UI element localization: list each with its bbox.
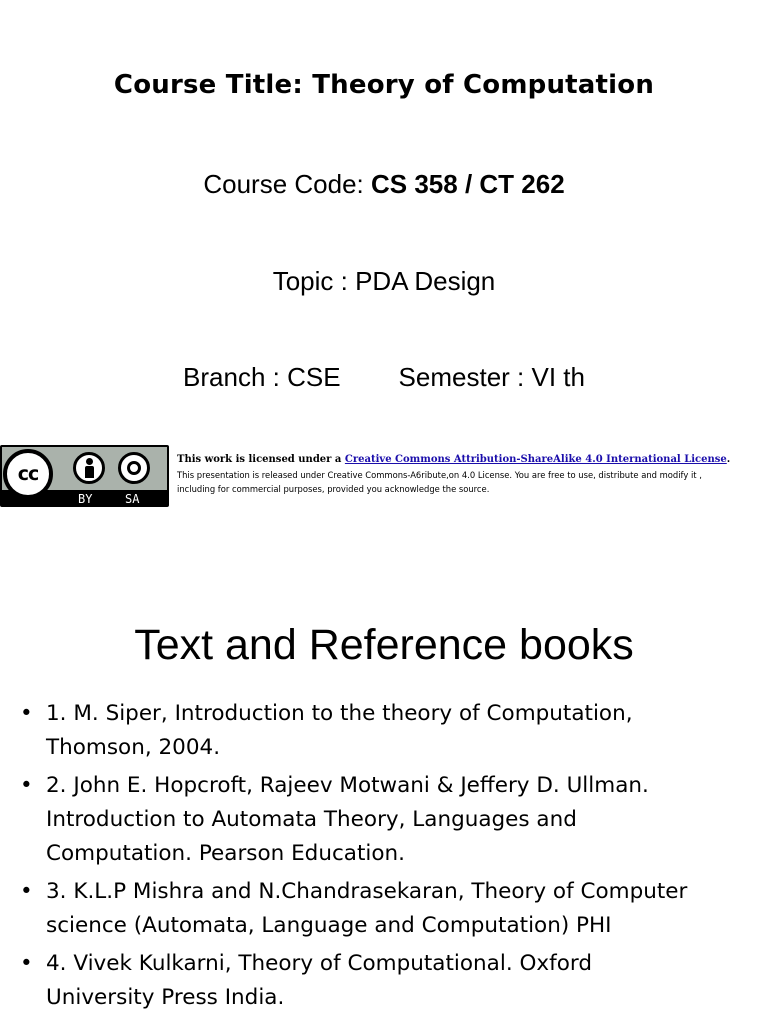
license-note-line: including for commercial purposes, provided you acknowledge the source. <box>177 484 490 494</box>
share-alike-icon <box>118 452 150 484</box>
course-code-value: CS 358 / CT 262 <box>371 169 565 199</box>
list-item <box>20 769 760 871</box>
cc-logo-icon <box>3 449 53 499</box>
license-note-line: This presentation is released under Creative Commons-A6ribute,on 4.0 License. You are free to use, distribute and modify it , <box>177 470 702 480</box>
book-line: Computation. Pearson Education. <box>46 841 405 866</box>
branch-text: Branch : CSE <box>183 362 341 392</box>
cc-license-badge[interactable] <box>0 445 169 507</box>
book-line: Thomson, 2004. <box>46 735 221 760</box>
book-line: 3. K.L.P Mishra and N.Chandrasekaran, Theory of Computer <box>46 879 688 904</box>
book-line: Introduction to Automata Theory, Languages and <box>46 807 577 832</box>
license-notice <box>177 453 757 496</box>
course-code-label: Course Code: <box>203 169 371 199</box>
license-link[interactable]: Creative Commons Attribution-ShareAlike 4.0 International License <box>344 454 727 465</box>
book-line: science (Automata, Language and Computation) PHI <box>46 913 612 938</box>
semester-text: Semester : VI th <box>398 362 585 392</box>
cc-logo-text: cc <box>17 463 39 485</box>
references-slide <box>0 560 768 1024</box>
course-code-line <box>0 169 768 200</box>
course-title: Course Title: Theory of Computation <box>113 70 655 100</box>
book-line: University Press India. <box>46 985 285 1010</box>
list-item <box>20 697 760 765</box>
bullet-icon: • <box>20 951 33 976</box>
bullet-icon: • <box>20 879 33 904</box>
list-item <box>20 947 760 1015</box>
branch-semester-line <box>0 362 768 393</box>
topic-line: Topic : PDA Design <box>272 266 496 296</box>
license-prefix: This work is licensed under a <box>177 454 345 465</box>
license-note <box>177 468 757 496</box>
license-statement <box>177 453 757 467</box>
book-line: 2. John E. Hopcroft, Rajeev Motwani & Jeffery D. Ullman. <box>46 773 649 798</box>
attribution-person-icon <box>73 452 105 484</box>
list-item <box>20 875 760 943</box>
bullet-icon: • <box>20 773 33 798</box>
sa-label: SA <box>125 492 140 506</box>
book-line: 4. Vivek Kulkarni, Theory of Computational. Oxford <box>46 951 592 976</box>
license-suffix: . <box>726 454 731 465</box>
references-title: Text and Reference books <box>134 621 634 669</box>
bullet-icon: • <box>20 701 33 726</box>
references-list <box>20 697 760 1019</box>
book-line: 1. M. Siper, Introduction to the theory of Computation, <box>46 701 633 726</box>
by-label: BY <box>78 492 93 506</box>
